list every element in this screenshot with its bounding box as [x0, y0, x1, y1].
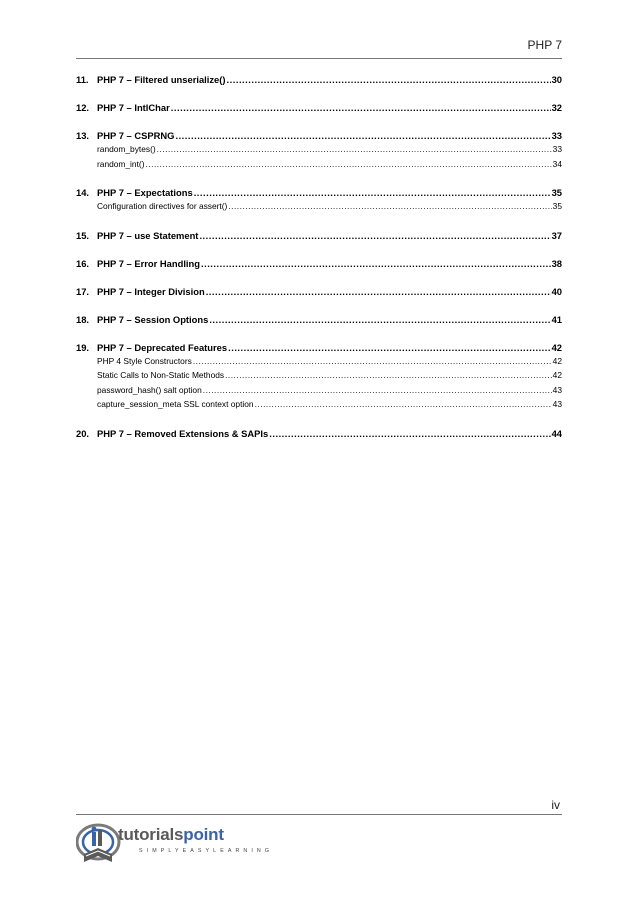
toc-subentry-title: random_bytes() — [97, 144, 156, 154]
header-divider — [76, 58, 562, 59]
toc-entry-page: 38 — [551, 257, 562, 269]
toc-entry-number: 13. — [76, 130, 90, 141]
toc-leader-dots — [255, 399, 552, 409]
logo-text-tutorials: tutorials — [118, 825, 184, 844]
toc-entry-number: 15. — [76, 229, 90, 241]
toc-leader-dots — [228, 342, 550, 353]
tutorialspoint-logo — [76, 816, 286, 876]
toc-leader-dots — [199, 230, 550, 241]
toc-subentry[interactable] — [76, 370, 562, 385]
toc-entry[interactable] — [76, 286, 562, 300]
toc-entry-title: PHP 7 – Error Handling — [97, 257, 200, 269]
toc-leader-dots — [203, 385, 552, 395]
toc-subentry-title: PHP 4 Style Constructors — [97, 355, 192, 366]
toc-entry[interactable] — [76, 130, 562, 144]
toc-entry-page: 37 — [551, 229, 562, 241]
logo-text-point: point — [183, 825, 224, 844]
toc-entry-title: PHP 7 – Deprecated Features — [97, 341, 228, 353]
toc-entry-number: 12. — [76, 102, 90, 113]
toc-subentry[interactable] — [76, 159, 562, 174]
table-of-contents — [76, 74, 562, 456]
toc-entry-number: 20. — [76, 427, 90, 439]
logo-wordmark — [118, 825, 224, 845]
toc-entry-number: 11. — [76, 74, 89, 85]
toc-entry-number: 18. — [76, 313, 90, 325]
toc-entry-page: 33 — [551, 130, 562, 141]
toc-subentry[interactable] — [76, 201, 562, 216]
toc-leader-dots — [193, 356, 552, 366]
toc-leader-dots — [225, 370, 552, 380]
toc-entry-number: 14. — [76, 187, 90, 198]
toc-entry-page: 35 — [551, 187, 562, 198]
toc-subentry-page: 34 — [552, 158, 562, 169]
toc-subentry[interactable] — [76, 399, 562, 414]
toc-entry-title: PHP 7 – Session Options — [97, 313, 209, 325]
toc-leader-dots — [228, 201, 551, 211]
toc-leader-dots — [145, 159, 551, 169]
toc-chapter — [76, 74, 562, 88]
toc-entry-title: PHP 7 – use Statement — [97, 229, 199, 241]
toc-leader-dots — [171, 102, 551, 113]
toc-subentry-page: 33 — [552, 144, 562, 154]
toc-leader-dots — [209, 314, 550, 325]
toc-chapter — [76, 342, 562, 414]
toc-subentry-page: 43 — [552, 399, 562, 409]
toc-subentry-page: 42 — [552, 355, 562, 366]
toc-leader-dots — [194, 187, 551, 198]
toc-subentry-title: random_int() — [97, 158, 145, 169]
toc-leader-dots — [201, 258, 551, 269]
toc-leader-dots — [157, 144, 552, 154]
toc-entry-page: 32 — [551, 102, 562, 113]
toc-entry-page: 40 — [551, 285, 562, 297]
page-number: iv — [551, 798, 560, 812]
toc-subentry-title: Configuration directives for assert() — [97, 201, 228, 211]
toc-entry-title: PHP 7 – CSPRNG — [97, 130, 175, 141]
toc-leader-dots — [206, 286, 551, 297]
footer-divider — [76, 814, 562, 815]
toc-subentry-page: 35 — [552, 201, 562, 211]
toc-entry[interactable] — [76, 230, 562, 244]
toc-entry-number: 19. — [76, 341, 90, 353]
toc-entry[interactable] — [76, 342, 562, 356]
toc-entry[interactable] — [76, 187, 562, 201]
toc-entry-page: 44 — [551, 427, 562, 439]
toc-entry[interactable] — [76, 428, 562, 442]
toc-leader-dots — [269, 428, 550, 439]
toc-entry-title: PHP 7 – Removed Extensions & SAPIs — [97, 427, 269, 439]
toc-entry-title: PHP 7 – Integer Division — [97, 285, 205, 297]
toc-entry-page: 41 — [551, 313, 562, 325]
toc-chapter — [76, 286, 562, 300]
toc-subentry-title: password_hash() salt option — [97, 384, 202, 395]
toc-subentry-page: 42 — [552, 370, 562, 380]
toc-chapter — [76, 187, 562, 216]
toc-entry[interactable] — [76, 258, 562, 272]
toc-chapter — [76, 230, 562, 244]
toc-subentry-title: Static Calls to Non-Static Methods — [97, 370, 225, 380]
toc-entry-page: 30 — [551, 74, 562, 85]
logo-tagline: SIMPLYEASYLEARNING — [139, 848, 274, 854]
toc-entry-title: PHP 7 – IntlChar — [97, 102, 170, 113]
toc-chapter — [76, 102, 562, 116]
toc-entry[interactable] — [76, 74, 562, 88]
toc-subentry[interactable] — [76, 144, 562, 159]
toc-entry-title: PHP 7 – Expectations — [97, 187, 193, 198]
toc-entry[interactable] — [76, 102, 562, 116]
toc-leader-dots — [175, 130, 550, 141]
toc-subentry-page: 43 — [552, 384, 562, 395]
toc-leader-dots — [227, 74, 551, 85]
toc-chapter — [76, 314, 562, 328]
toc-subentry[interactable] — [76, 356, 562, 371]
header-title: PHP 7 — [527, 38, 562, 52]
toc-entry-title: PHP 7 – Filtered unserialize() — [97, 74, 226, 85]
toc-entry-number: 17. — [76, 285, 90, 297]
tutorialspoint-book-logo-icon — [76, 818, 124, 870]
toc-entry[interactable] — [76, 314, 562, 328]
toc-chapter — [76, 130, 562, 173]
toc-subentry[interactable] — [76, 385, 562, 400]
toc-chapter — [76, 428, 562, 442]
toc-entry-page: 42 — [551, 341, 562, 353]
toc-subentry-title: capture_session_meta SSL context option — [97, 399, 254, 409]
toc-entry-number: 16. — [76, 257, 90, 269]
toc-chapter — [76, 258, 562, 272]
